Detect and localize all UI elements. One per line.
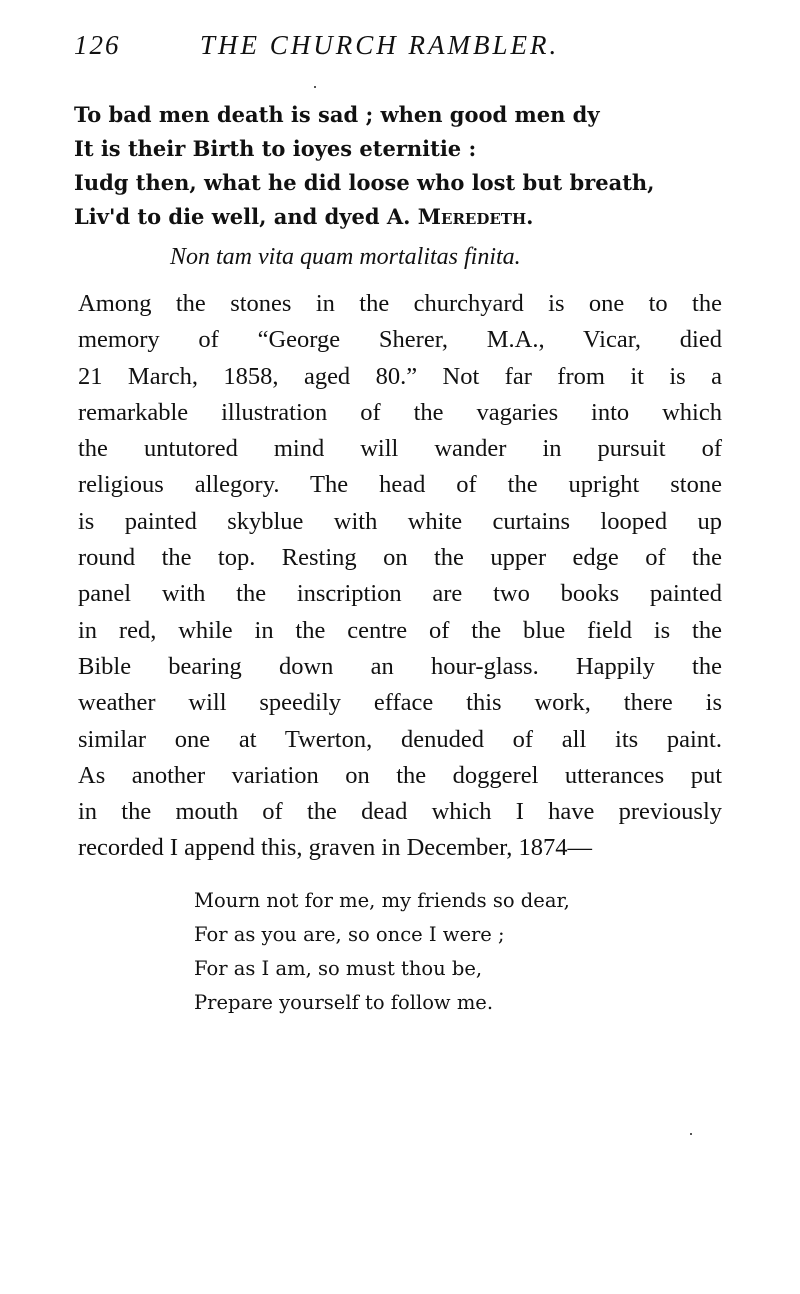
body-line: in red, while in the centre of the blue field is the <box>78 616 722 644</box>
body-line: is painted skyblue with white curtains looped up <box>78 507 722 535</box>
latin-motto: Non tam vita quam mortalitas finita. <box>170 244 521 270</box>
verse-line: For as I am, so must thou be, <box>194 957 483 980</box>
body-paragraph <box>78 286 722 867</box>
epitaph-line: Iudg then, what he did loose who lost but breath, <box>74 170 655 195</box>
body-line: religious allegory. The head of the upright stone <box>78 471 722 499</box>
epitaph-name: Meredeth. <box>417 204 534 229</box>
running-title: THE CHURCH RAMBLER. <box>200 30 560 60</box>
body-line: round the top. Resting on the upper edge of the <box>78 544 722 572</box>
epitaph-block <box>74 98 714 234</box>
body-line: Bible bearing down an hour-glass. Happily the <box>78 652 722 680</box>
body-line: similar one at Twerton, denuded of all its paint. <box>78 725 722 753</box>
page-number: 126 <box>74 30 121 60</box>
print-speck <box>314 86 316 88</box>
epitaph-line: It is their Birth to ioyes eternitie : <box>74 136 477 161</box>
epitaph-line-prefix: Liv'd to die well, and dyed A. <box>74 204 418 229</box>
verse-block <box>194 884 694 1020</box>
verse-line: Mourn not for me, my friends so dear, <box>194 889 570 912</box>
body-line: panel with the inscription are two books painted <box>78 580 722 608</box>
print-speck <box>690 1133 692 1135</box>
body-line: the untutored mind will wander in pursuit of <box>78 435 722 463</box>
verse-line: For as you are, so once I were ; <box>194 923 505 946</box>
verse-line: Prepare yourself to follow me. <box>194 991 494 1014</box>
body-line: Among the stones in the churchyard is one to the <box>78 290 722 317</box>
body-line: memory of “George Sherer, M.A., Vicar, died <box>78 326 722 354</box>
epitaph-line: To bad men death is sad ; when good men dy <box>74 102 600 127</box>
epitaph-last-line <box>74 200 714 234</box>
body-line: 21 March, 1858, aged 80.” Not far from it is a <box>78 362 722 390</box>
body-line: in the mouth of the dead which I have previously <box>78 798 722 826</box>
body-line: As another variation on the doggerel utterances put <box>78 761 722 789</box>
body-line: remarkable illustration of the vagaries into which <box>78 398 722 426</box>
page-header <box>74 30 714 64</box>
body-line: recorded I append this, graven in December, 1874— <box>78 834 593 862</box>
body-line: weather will speedily efface this work, there is <box>78 689 722 717</box>
